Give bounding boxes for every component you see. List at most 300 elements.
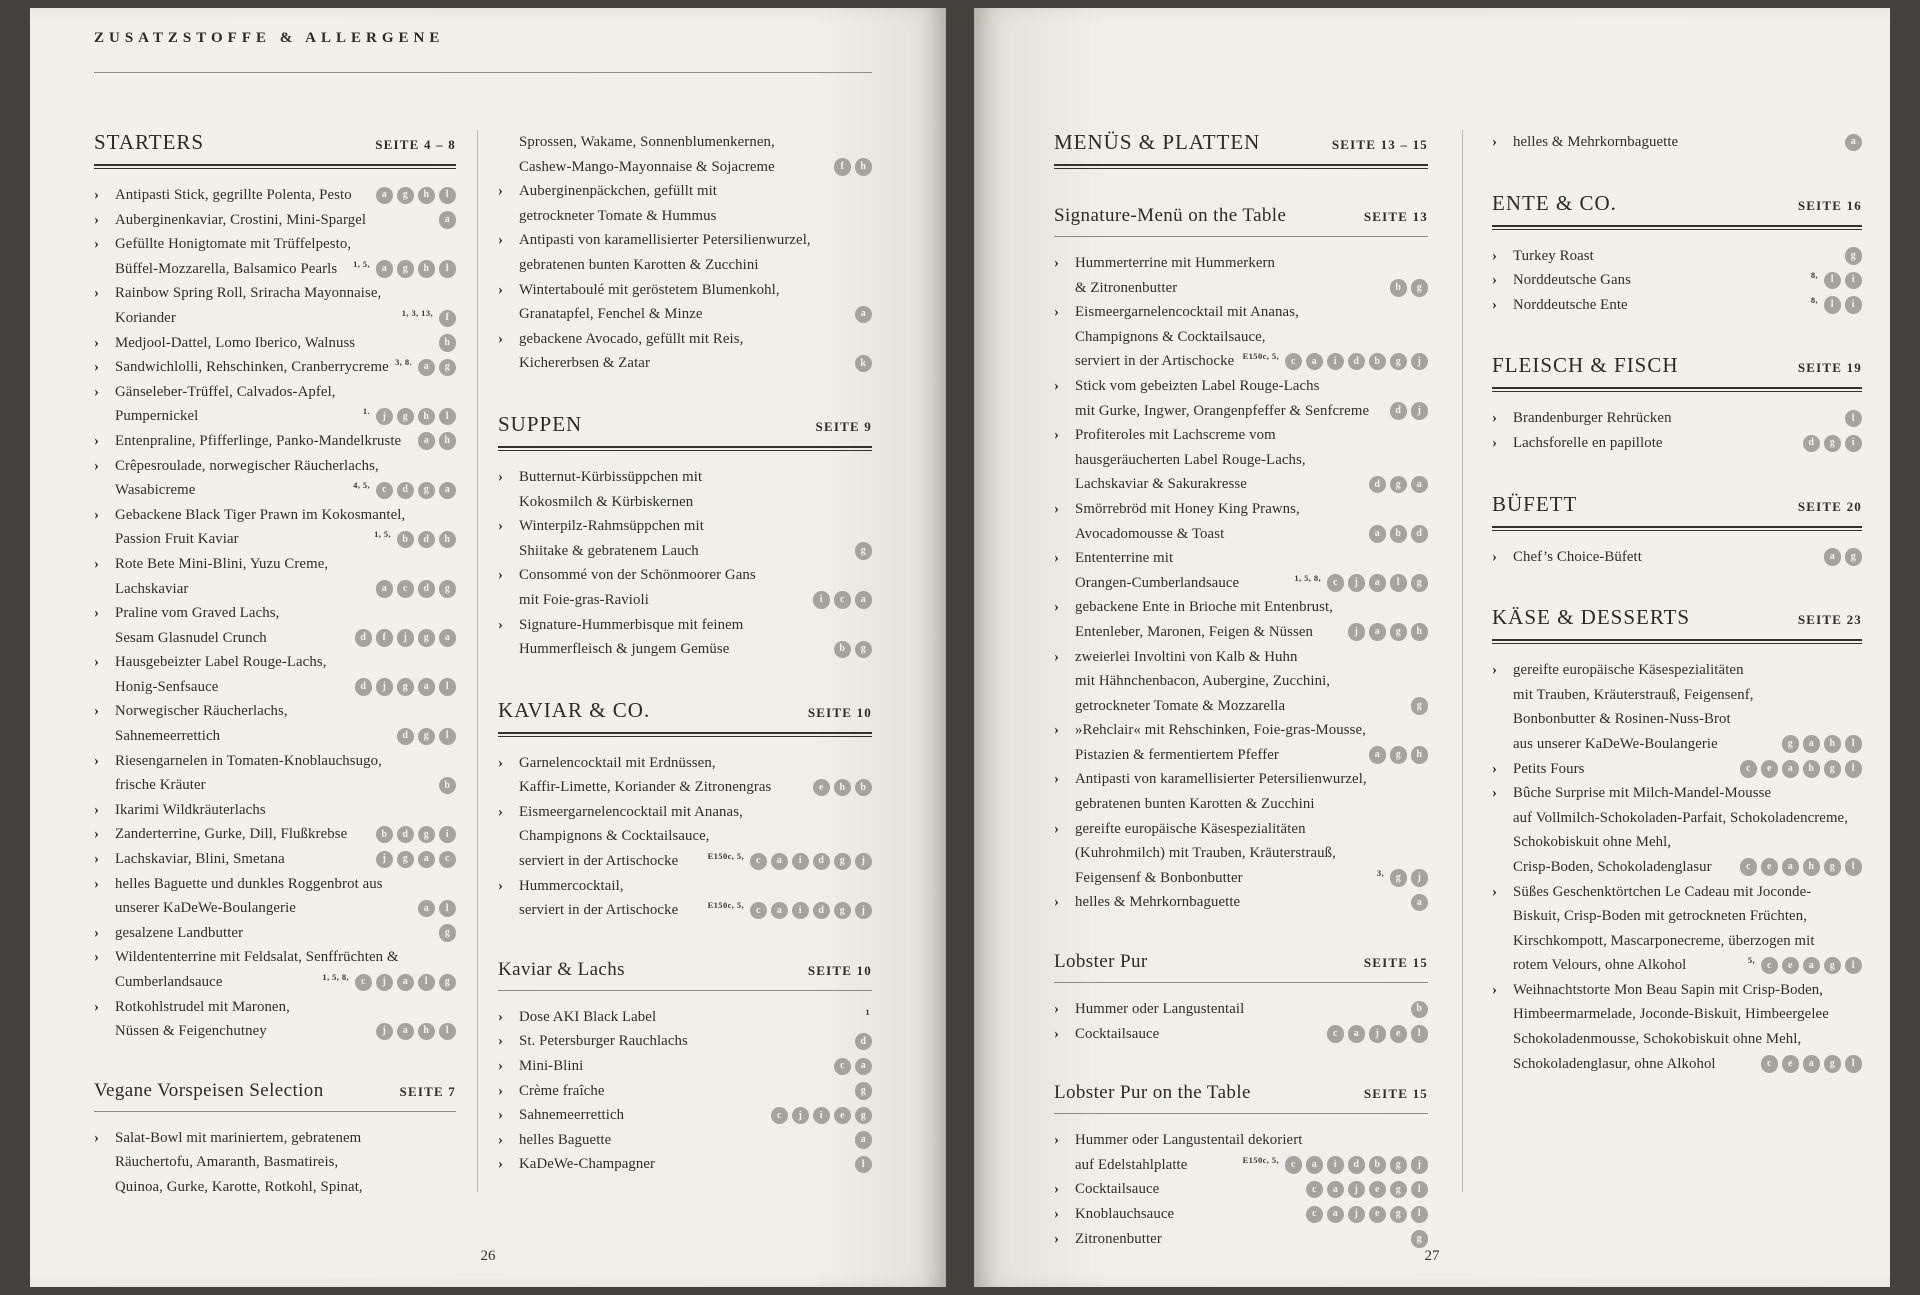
column-1 [94,130,456,1200]
section-title: KAVIAR & CO. [498,697,651,722]
menu-item-text [1075,645,1428,719]
column-2 [498,130,872,1177]
allergen-icon: i [1845,272,1863,290]
allergen-icon: a [1369,574,1387,592]
section-title: STARTERS [94,130,205,154]
chevron-bullet-icon: › [94,924,99,941]
item-text-line: Wildententerrine mit Feldsalat, Senffrüchten & [115,949,399,966]
item-last-line [1513,545,1862,570]
allergen-icon: g [418,728,436,746]
menu-item [1054,1202,1428,1227]
page-number: 27 [1424,1248,1440,1264]
section-page-ref: SEITE 23 [1797,612,1862,628]
chevron-bullet-icon: › [94,236,99,253]
item-text-line: Medjool-Dattel, Lomo Iberico, Walnuss [115,334,356,351]
chevron-bullet-icon: › [498,1033,503,1050]
item-last-line [115,404,456,429]
menu-item [94,872,456,921]
allergen-icon: a [855,591,873,609]
item-text-line: Chef’s Choice-Büfett [1513,548,1642,565]
menu-item-text [1075,497,1428,546]
allergen-icon: g [1845,548,1863,566]
menu-item [94,281,456,330]
item-text-line: Lachsforelle en papillote [1513,434,1663,451]
allergen-icon: c [1740,858,1758,876]
item-last-line [115,577,456,602]
chevron-bullet-icon: › [94,211,99,228]
item-last-line [1513,732,1862,757]
allergen-icon: g [397,408,415,426]
item-text-line: Stick vom gebeizten Label Rouge-Lachs [1075,377,1320,394]
section-heading [94,130,456,155]
allergen-icon: j [855,853,873,871]
item-last-line [519,302,872,327]
menu-item [498,563,872,612]
item-text-line: zweierlei Involtini von Kalb & Huhn [1075,648,1298,665]
allergen-icon: a [855,306,873,324]
chevron-bullet-icon: › [1054,1132,1059,1149]
menu-item [498,751,872,800]
item-last-line [1513,406,1862,431]
allergen-icon: l [1845,957,1863,975]
section-page-ref: SEITE 4 – 8 [375,137,456,152]
menu-item [94,355,456,380]
section-page-ref: SEITE 20 [1797,498,1862,514]
chevron-bullet-icon: › [1054,1025,1059,1042]
item-text-line: Dose AKI Black Label [519,1008,657,1025]
menu-item-text [1075,423,1428,497]
item-last-line [115,429,456,454]
item-last-line [1075,997,1428,1022]
chevron-bullet-icon: › [94,506,99,523]
menu-item-text [115,847,456,872]
allergen-icon: l [1411,1206,1429,1224]
allergen-icon: a [439,629,457,647]
allergen-icon: i [1845,435,1863,453]
item-last-line [115,970,456,995]
menu-item [498,327,872,376]
item-text-line: Büffel-Mozzarella, Balsamico Pearls [115,260,338,277]
item-text-line: Schokobiskuit ohne Mehl, [1513,834,1672,851]
section-title: ENTE & CO. [1492,190,1617,215]
allergen-icon: h [439,531,457,549]
menu-item-text [115,601,456,650]
menu-item [1054,1128,1428,1177]
allergen-icon: c [1761,957,1779,975]
chevron-bullet-icon: › [94,1129,99,1146]
menu-item [1492,658,1862,756]
item-last-line [519,204,872,229]
chevron-bullet-icon: › [1054,771,1059,788]
allergen-icon: a [376,187,394,205]
item-last-line [1075,571,1428,596]
menu-item [498,278,872,327]
section-heading [1492,492,1862,517]
item-last-line [519,1029,872,1054]
menu-item-text [1513,545,1862,570]
menu-item [1054,890,1428,915]
allergen-icon: l [439,728,457,746]
section-page-ref: SEITE 10 [807,962,872,978]
allergen-icon: a [1306,353,1324,371]
section-page-ref: SEITE 9 [815,418,872,434]
item-text-line: helles & Mehrkornbaguette [1513,134,1679,150]
menu-item [1054,546,1428,595]
menu-item [94,995,456,1044]
allergen-icon: k [855,355,873,373]
item-last-line [115,1175,456,1200]
section-heading [498,698,872,723]
allergen-icon: i [792,902,810,920]
item-text-line: Norddeutsche Ente [1513,296,1628,313]
allergen-icon: a [418,851,436,869]
chevron-bullet-icon: › [498,330,503,347]
item-text-line: Entenpraline, Pfifferlinge, Panko-Mandelkruste [115,432,402,449]
allergen-icon: i [439,826,457,844]
allergen-icon: a [1327,1181,1345,1199]
menu-item-text [519,1152,872,1177]
allergen-icon: e [1369,1181,1387,1199]
item-last-line [519,849,872,874]
item-text-line: gereifte europäische Käsespezialitäten [1075,820,1306,837]
item-last-line [1513,757,1862,782]
chevron-bullet-icon: › [498,1156,503,1173]
menu-item-text [115,183,456,208]
allergen-icon: l [1824,296,1842,314]
menu-item [498,1079,872,1104]
item-last-line [519,1128,872,1153]
menu-item [1054,300,1428,374]
chevron-bullet-icon: › [1492,134,1497,150]
item-text-line: Riesengarnelen in Tomaten-Knoblauchsugo, [115,752,382,769]
allergen-icon: l [1411,1181,1429,1199]
allergen-icon: a [1369,525,1387,543]
section-rule [1492,387,1862,392]
allergen-icon: g [1782,735,1800,753]
allergen-icon: c [355,974,373,992]
header-rule [94,72,872,73]
item-text-line: Feigensenf & Bonbonbutter [1075,869,1243,886]
allergen-icon: d [1390,402,1408,420]
allergen-icon: a [1306,1156,1324,1174]
allergen-icon: e [813,779,831,797]
allergen-icon: c [376,482,394,500]
item-text-line: Biskuit, Crisp-Boden mit getrockneten Früchten, [1513,908,1808,925]
allergen-icon: g [418,482,436,500]
item-text-line: Sahnemeerrettich [115,728,221,745]
allergen-icon: b [834,641,852,659]
item-text-line: Butternut-Kürbissüppchen mit [519,468,703,485]
additive-numbers: 5, [1747,955,1755,966]
column-divider [477,130,478,1192]
section-rule [1492,225,1862,230]
menu-item-text [519,1005,872,1030]
allergen-icon: l [1845,735,1863,753]
item-text-line: Räuchertofu, Amaranth, Basmatireis, [115,1154,339,1171]
menu-item-text [1075,1202,1428,1227]
allergen-icon: i [1327,1156,1345,1174]
allergen-icon: h [1411,746,1429,764]
allergen-icon: h [418,1023,436,1041]
allergen-icon: g [1411,1230,1429,1248]
allergen-icon: a [1411,476,1429,494]
allergen-icon: j [855,902,873,920]
chevron-bullet-icon: › [94,875,99,892]
chevron-bullet-icon: › [1054,255,1059,271]
chevron-bullet-icon: › [1054,1181,1059,1198]
allergen-icon: a [1845,134,1863,152]
item-last-line [519,1079,872,1104]
allergen-icon: d [355,678,373,696]
menu-item-text [1513,130,1862,155]
allergen-icon: a [1803,957,1821,975]
menu-item-text [115,749,456,798]
item-text-line: Praline vom Graved Lachs, [115,605,280,622]
allergen-icon: g [439,359,457,377]
item-text-line: Hummer oder Langustentail dekoriert [1075,1132,1303,1149]
allergen-icon: j [1369,1025,1387,1043]
item-text-line: Antipasti Stick, gegrillte Polenta, Pesto [115,187,352,203]
section-rule [1054,1113,1428,1114]
menu-item [1054,1177,1428,1202]
chevron-bullet-icon: › [1492,981,1497,998]
section-heading [1492,605,1862,630]
item-text-line: »Rehclair« mit Rehschinken, Foie-gras-Mousse, [1075,722,1366,739]
chevron-bullet-icon: › [1054,500,1059,517]
item-text-line: Zitronenbutter [1075,1230,1162,1247]
chevron-bullet-icon: › [1492,785,1497,802]
item-text-line: Schokoladenglasur, ohne Alkohol [1513,1055,1716,1072]
menu-item-text [519,613,872,662]
chevron-bullet-icon: › [498,518,503,535]
item-text-line: Süßes Geschenktörtchen Le Cadeau mit Joconde- [1513,883,1812,900]
allergen-icon: j [376,974,394,992]
item-text-line: & Zitronenbutter [1075,279,1178,296]
allergen-icon: e [1782,957,1800,975]
item-last-line [1075,1153,1428,1178]
item-text-line: Knoblauchsauce [1075,1206,1175,1222]
additive-numbers: 8, [1810,294,1818,305]
item-text-line: Zanderterrine, Gurke, Dill, Flußkrebse [115,826,348,843]
item-text-line: Hummercocktail, [519,877,624,894]
item-text-line: gereifte europäische Käsespezialitäten [1513,662,1744,679]
menu-item [498,130,872,179]
menu-item-text [1075,1128,1428,1177]
allergen-icon: g [855,641,873,659]
item-text-line: aus unserer KaDeWe-Boulangerie [1513,735,1718,752]
allergen-icon: i [1327,353,1345,371]
section-heading [1492,353,1862,378]
chevron-bullet-icon: › [498,616,503,633]
item-last-line [115,773,456,798]
menu-item [94,503,456,552]
item-text-line: Lachskaviar, Blini, Smetana [115,851,285,868]
item-last-line [1075,522,1428,547]
item-text-line: Turkey Roast [1513,247,1594,264]
menu-item-text [1075,817,1428,891]
allergen-icon: l [855,1156,873,1174]
menu-item [1054,767,1428,816]
item-text-line: Profiteroles mit Lachscreme vom [1075,427,1276,444]
section-title: MENÜS & PLATTEN [1054,130,1261,154]
menu-item [1054,997,1428,1022]
allergen-icon: g [1390,623,1408,641]
item-text-line: Hausgebeizter Label Rouge-Lachs, [115,654,327,671]
section-rule [94,164,456,169]
allergen-icon: l [1845,1055,1863,1073]
allergen-icon: a [397,1023,415,1041]
menu-item [498,1103,872,1128]
item-text-line: auf Edelstahlplatte [1075,1156,1188,1173]
menu-item-text [1075,718,1428,767]
chevron-bullet-icon: › [1492,434,1497,451]
chevron-bullet-icon: › [498,877,503,894]
chevron-bullet-icon: › [94,654,99,671]
allergen-icon: g [1411,279,1429,297]
page-left [30,8,946,1287]
allergen-icon: c [1740,760,1758,778]
item-text-line: Auberginenkaviar, Crostini, Mini-Spargel [115,211,367,228]
additive-numbers: E150c, 5, [707,900,744,911]
chevron-bullet-icon: › [498,1058,503,1075]
chevron-bullet-icon: › [498,1082,503,1099]
allergen-icon: a [1327,1206,1345,1224]
allergen-icon: f [439,310,457,328]
section-heading [1054,205,1428,227]
allergen-icon: h [1411,623,1429,641]
chevron-bullet-icon: › [498,567,503,584]
menu-item-text [115,995,456,1044]
menu-item-text [115,552,456,601]
menu-item-text [1513,978,1862,1076]
item-text-line: Crêpesroulade, norwegischer Räucherlachs, [115,457,379,474]
allergen-icon: l [1845,410,1863,428]
item-text-line: Rotkohlstrudel mit Maronen, [115,998,290,1015]
allergen-icon: e [1782,1055,1800,1073]
menu-item-text [519,130,872,179]
allergen-icon: a [418,678,436,696]
menu-item [1054,595,1428,644]
allergen-icon: j [1348,623,1366,641]
section-title: Lobster Pur on the Table [1054,1082,1251,1104]
menu-item [94,454,456,503]
menu-item-text [519,179,872,228]
item-text-line: Honig-Senfsauce [115,678,219,695]
item-last-line [519,351,872,376]
allergen-icon: d [855,1033,873,1051]
menu-item [1492,781,1862,879]
item-text-line: helles Baguette und dunkles Roggenbrot aus [115,875,383,892]
menu-item [94,232,456,281]
item-last-line [115,208,456,233]
allergen-icon: l [1411,1025,1429,1043]
menu-item-text [1075,251,1428,300]
item-text-line: Pumpernickel [115,408,199,425]
item-text-line: Champignons & Cocktailsauce, [519,828,710,845]
chevron-bullet-icon: › [498,1107,503,1124]
allergen-icon: c [1306,1206,1324,1224]
item-text-line: auf Vollmilch-Schokoladen-Parfait, Schokoladencreme, [1513,809,1849,826]
allergen-icon: c [834,1058,852,1076]
item-last-line [1075,890,1428,915]
menu-item-text [1513,244,1862,269]
chevron-bullet-icon: › [498,754,503,771]
allergen-icon: l [439,900,457,918]
section-title: Lobster Pur [1054,951,1148,973]
allergen-icon: a [855,1058,873,1076]
allergen-icon: g [1824,1055,1842,1073]
allergen-icon: l [439,260,457,278]
chevron-bullet-icon: › [498,1131,503,1148]
menu-item [1492,545,1862,570]
item-text-line: getrockneter Tomate & Mozzarella [1075,697,1286,714]
menu-item [94,601,456,650]
menu-item-text [115,822,456,847]
allergen-icon: d [813,902,831,920]
allergen-icon: g [1411,574,1429,592]
allergen-icon: j [376,851,394,869]
allergen-icon: g [439,974,457,992]
allergen-icon: h [1803,858,1821,876]
item-last-line [1075,792,1428,817]
item-text-line: St. Petersburger Rauchlachs [519,1033,688,1050]
section-page-ref: SEITE 10 [807,704,872,720]
chevron-bullet-icon: › [498,183,503,200]
section-rule [1054,164,1428,169]
chevron-bullet-icon: › [1054,894,1059,911]
menu-item [1492,431,1862,456]
item-last-line [1513,268,1862,293]
chevron-bullet-icon: › [94,801,99,818]
menu-item [94,552,456,601]
allergen-icon: g [1390,476,1408,494]
allergen-icon: g [1411,697,1429,715]
menu-item [498,800,872,874]
allergen-icon: d [355,629,373,647]
menu-item [1492,268,1862,293]
menu-item-text [519,800,872,874]
menu-item [1054,645,1428,719]
item-text-line: serviert in der Artischocke [1075,353,1235,370]
allergen-icon: a [439,482,457,500]
section-page-ref: SEITE 13 – 15 [1331,137,1428,152]
item-text-line: Antipasti von karamellisierter Petersilienwurzel, [519,232,811,249]
item-text-line: Wasabicreme [115,482,196,499]
allergen-icon: j [1411,869,1429,887]
section-rule [1054,236,1428,237]
menu-item [1492,244,1862,269]
item-last-line [1513,855,1862,880]
menu-item-text [115,355,456,380]
item-text-line: Cashew-Mango-Mayonnaise & Sojacreme [519,158,775,175]
chevron-bullet-icon: › [498,232,503,249]
menu-item [94,1126,456,1200]
menu-item-text [1513,268,1862,293]
item-text-line: Crisp-Boden, Schokoladenglasur [1513,858,1712,875]
allergen-icon: g [834,853,852,871]
item-text-line: Mini-Blini [519,1058,584,1075]
page-right [974,8,1890,1287]
menu-item-text [1075,1022,1428,1047]
chevron-bullet-icon: › [94,851,99,868]
menu-item [94,798,456,823]
chevron-bullet-icon: › [1492,548,1497,565]
item-last-line [115,257,456,282]
allergen-icon: a [1803,1055,1821,1073]
section-heading [1054,130,1428,155]
allergen-icon: d [1348,353,1366,371]
item-text-line: Consommé von der Schönmoorer Gans [519,567,756,584]
